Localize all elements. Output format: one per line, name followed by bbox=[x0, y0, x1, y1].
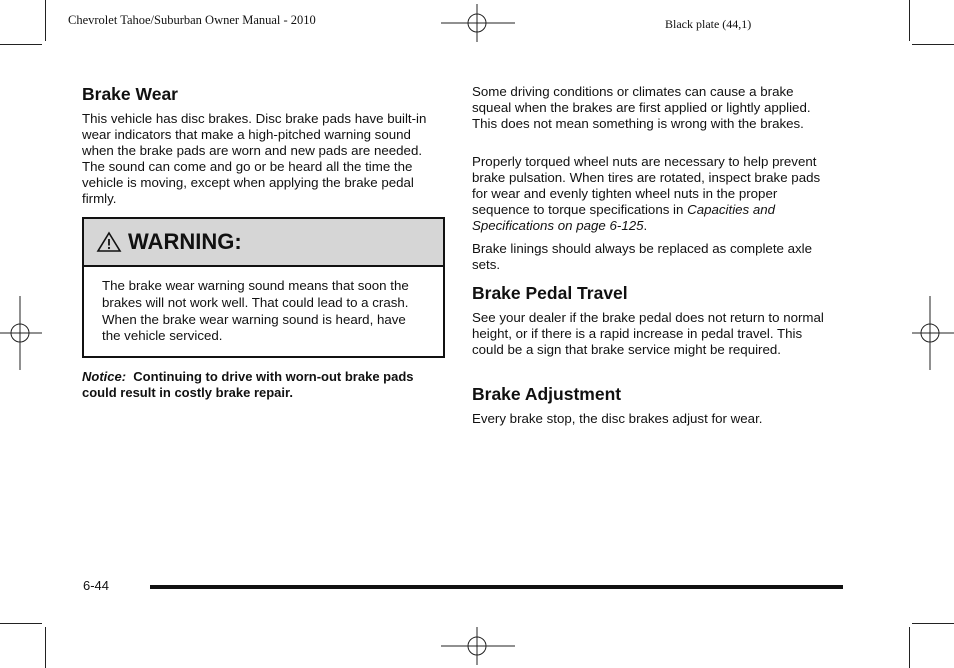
notice bbox=[82, 369, 432, 401]
warning-title: WARNING: bbox=[128, 229, 242, 254]
page-number: 6-44 bbox=[83, 578, 110, 593]
plate-label: Black plate (44,1) bbox=[665, 17, 752, 31]
capacities-reference-link[interactable]: Capacities and Specifications on page 6-125 bbox=[472, 202, 776, 234]
footer-rule bbox=[150, 585, 843, 589]
warning-triangle-icon bbox=[96, 231, 122, 253]
warning-header bbox=[84, 219, 443, 267]
crop-mark bbox=[45, 627, 46, 668]
brake-adjustment-body: Every brake stop, the disc brakes adjust for wear. bbox=[472, 411, 763, 426]
registration-mark-icon bbox=[912, 296, 954, 370]
notice-text: Continuing to drive with worn-out brake pads could result in costly brake repair. bbox=[82, 369, 414, 401]
period: . bbox=[643, 218, 648, 234]
manual-title: Chevrolet Tahoe/Suburban Owner Manual - 2010 bbox=[68, 13, 316, 27]
warning-box bbox=[82, 217, 445, 358]
brake-wear-heading: Brake Wear bbox=[82, 84, 178, 104]
brake-wear-body: This vehicle has disc brakes. Disc brake pads have built-in wear indicators that make a high-pitched warning sound when the brake pads are worn and new pads are needed. The sound can come and go or be heard all the time the vehicle is moving, except when applying the brake pedal firmly. bbox=[82, 111, 427, 207]
brake-pedal-travel-body: See your dealer if the brake pedal does not return to normal height, or if there is a rapid increase in pedal travel. This could be a sign that brake service might be required. bbox=[472, 310, 824, 358]
brake-linings-paragraph: Brake linings should always be replaced as complete axle sets. bbox=[472, 241, 812, 273]
brake-squeal-paragraph: Some driving conditions or climates can cause a brake squeal when the brakes are first applied or lightly applied. This does not mean something is wrong with the brakes. bbox=[472, 84, 811, 132]
wheel-nut-text: Properly torqued wheel nuts are necessary to help prevent brake pulsation. When tires are rotated, inspect brake pads for wear and evenly tighten wheel nuts in the proper sequence to torque specifications in bbox=[472, 154, 821, 218]
crop-mark bbox=[45, 0, 46, 41]
registration-mark-icon bbox=[0, 296, 42, 370]
warning-text: The brake wear warning sound means that soon the brakes will not work well. That could lead to a crash. When the brake wear warning sound is heard, have the vehicle serviced. bbox=[102, 278, 409, 344]
notice-label: Notice: bbox=[82, 369, 127, 384]
crop-mark bbox=[912, 44, 954, 45]
crop-mark bbox=[909, 627, 910, 668]
registration-mark-icon bbox=[441, 4, 515, 42]
registration-mark-icon bbox=[441, 627, 515, 665]
brake-pedal-travel-heading: Brake Pedal Travel bbox=[472, 283, 628, 303]
crop-mark bbox=[0, 623, 42, 624]
brake-adjustment-heading: Brake Adjustment bbox=[472, 384, 622, 404]
crop-mark bbox=[912, 623, 954, 624]
crop-mark bbox=[909, 0, 910, 41]
crop-mark bbox=[0, 44, 42, 45]
wheel-nut-paragraph bbox=[472, 154, 838, 234]
